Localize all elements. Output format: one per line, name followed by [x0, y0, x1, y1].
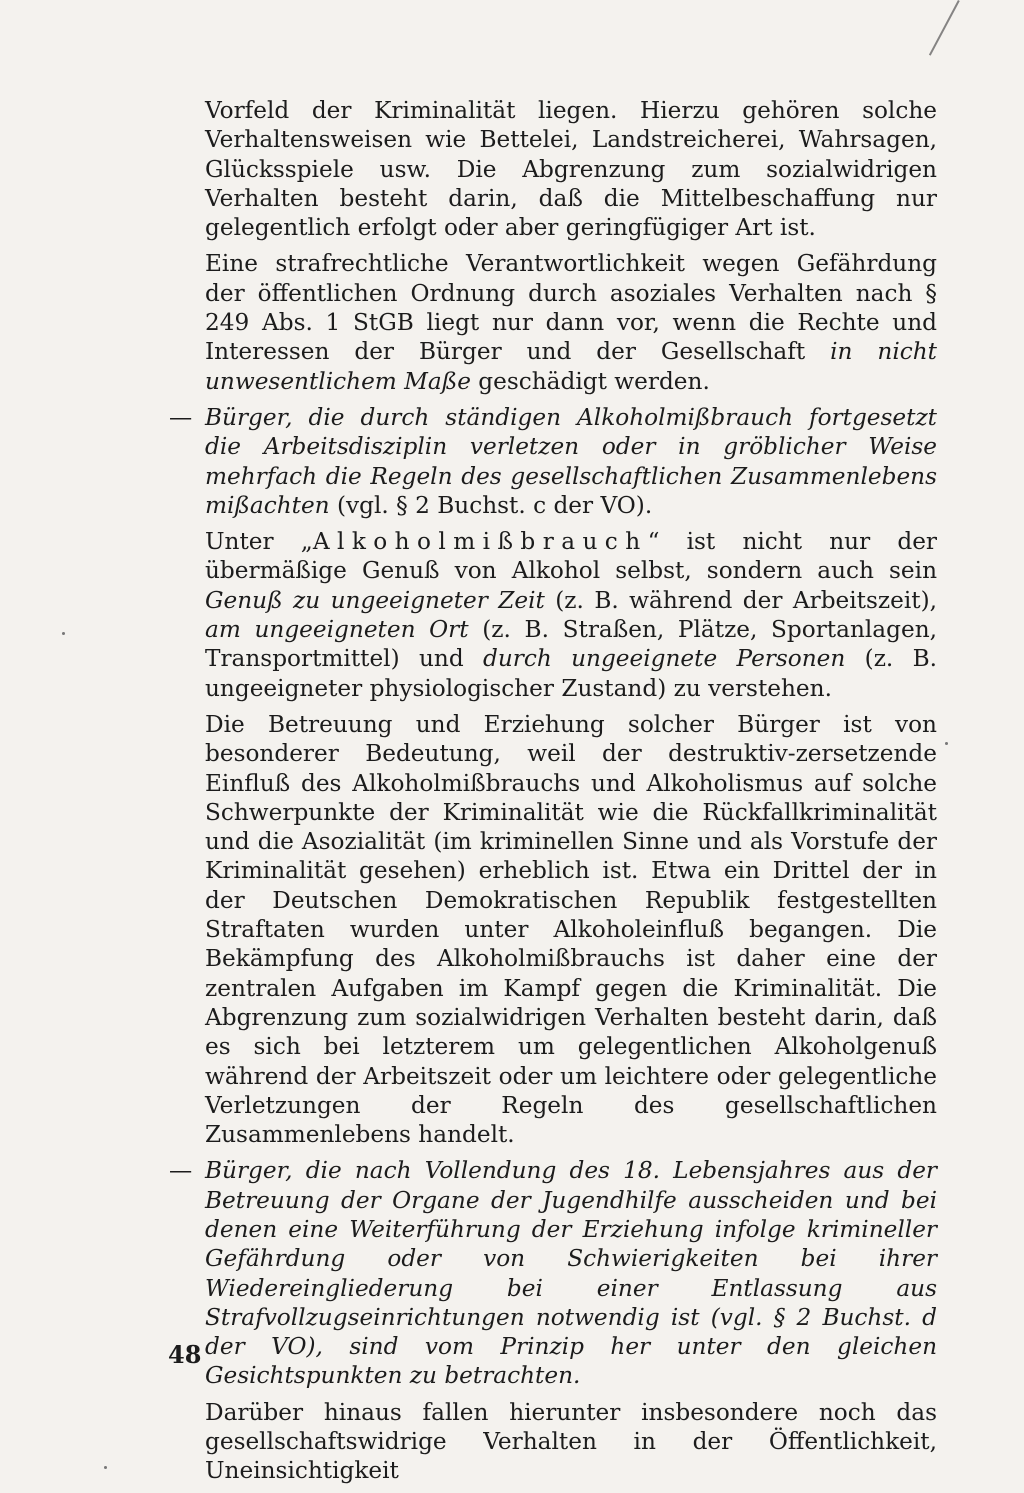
list-dash: — [169, 1157, 193, 1185]
paragraph-p2 [205, 249, 937, 395]
text-segment: (z. B. während der Arbeitszeit), [544, 586, 937, 614]
paragraph-p7 [205, 1398, 937, 1486]
text-segment: Darüber hinaus fallen hierunter insbesondere noch das gesellschaftswidrige Verhalten in der Öffentlichkeit, Uneinsichtigkeit [205, 1398, 937, 1485]
text-segment: Genuß zu ungeeigneter Zeit [205, 586, 545, 614]
text-segment: Bürger, die durch ständigen Alkoholmißbrauch fortgesetzt die Arbeitsdisziplin verletzen oder in gröblicher Weise mehrfach die Regeln des gesellschaftlichen Zusammenlebens mißachten [205, 403, 937, 519]
text-segment: (vgl. § 2 Buchst. c der VO). [329, 491, 653, 519]
page-number: 48 [168, 1340, 202, 1369]
text-segment: am ungeeigneten Ort [205, 616, 469, 644]
text-segment: Alkoholmißbrauch [312, 528, 648, 556]
text-segment: durch ungeeignete Personen [482, 645, 846, 673]
scan-speck [62, 632, 65, 635]
scan-speck [104, 1466, 107, 1469]
text-segment: geschädigt werden. [470, 367, 710, 395]
paragraph-p1 [205, 96, 937, 242]
text-segment: Unter „ [205, 528, 313, 556]
text-segment: (z. B. ungeeigneter physiologischer Zustand) zu verstehen. [205, 645, 937, 702]
text-segment: (z. B. Straßen, Plätze, Sportanlagen, Transportmittel) und [205, 616, 937, 673]
paragraph-p3 [169, 403, 937, 520]
scan-mark [929, 0, 960, 56]
text-segment: Bürger, die nach Vollendung des 18. Lebensjahres aus der Betreuung der Organe der Jugendhilfe ausscheiden und bei denen eine Weiterführung der Erziehung infolge krimineller Gefährdung oder von Schwierigkeiten bei ihrer Wiedereingliederung bei einer Entlassung aus Strafvollzugseinrichtungen notwendig ist (vgl. § 2 Buchst. d der VO), sind vom Prinzip her unter den gleichen Gesichtspunkten zu betrachten. [205, 1157, 937, 1390]
scan-speck [945, 742, 948, 745]
paragraph-p4 [205, 527, 937, 703]
list-dash: — [169, 403, 193, 431]
text-segment: Eine strafrechtliche Verantwortlichkeit wegen Gefährdung der öffentlichen Ordnung durch asoziales Verhalten nach § 249 Abs. 1 StGB liegt nur dann vor, wenn die Rechte und Interessen der Bürger und der Gesellschaft [205, 250, 937, 366]
text-segment: Die Betreuung und Erziehung solcher Bürger ist von besonderer Bedeutung, weil der destruktiv-zersetzende Einfluß des Alkoholmißbrauchs und Alkoholismus auf solche Schwerpunkte der Kriminalität wie die Rückfallkriminalität und die Asozialität (im kriminellen Sinne und als Vorstufe der Kriminalität gesehen) erheblich ist. Etwa ein Drittel der in der Deutschen Demokratischen Republik festgestellten Straftaten wurden unter Alkoholeinfluß begangen. Die Bekämpfung des Alkoholmißbrauchs ist daher eine der zentralen Aufgaben im Kampf gegen die Kriminalität. Die Abgrenzung zum sozialwidrigen Verhalten besteht darin, daß es sich bei letzterem um gelegentlichen Alkoholgenuß während der Arbeitszeit oder um leichtere oder gelegentliche Verletzungen der Regeln des gesellschaftlichen Zusammenlebens handelt. [205, 710, 937, 1149]
paragraph-p5 [205, 710, 937, 1149]
text-segment: Vorfeld der Kriminalität liegen. Hierzu gehören solche Verhaltensweisen wie Bettelei, Landstreicherei, Wahrsagen, Glücksspiele usw. Die Abgrenzung zum sozialwidrigen Verhalten besteht darin, daß die Mittelbeschaffung nur gelegentlich erfolgt oder aber geringfügiger Art ist. [205, 97, 937, 242]
text-segment: in nicht unwesentlichem Maße [205, 338, 937, 395]
text-segment: “ ist nicht nur der übermäßige Genuß von Alkohol selbst, sondern auch sein [205, 528, 937, 585]
